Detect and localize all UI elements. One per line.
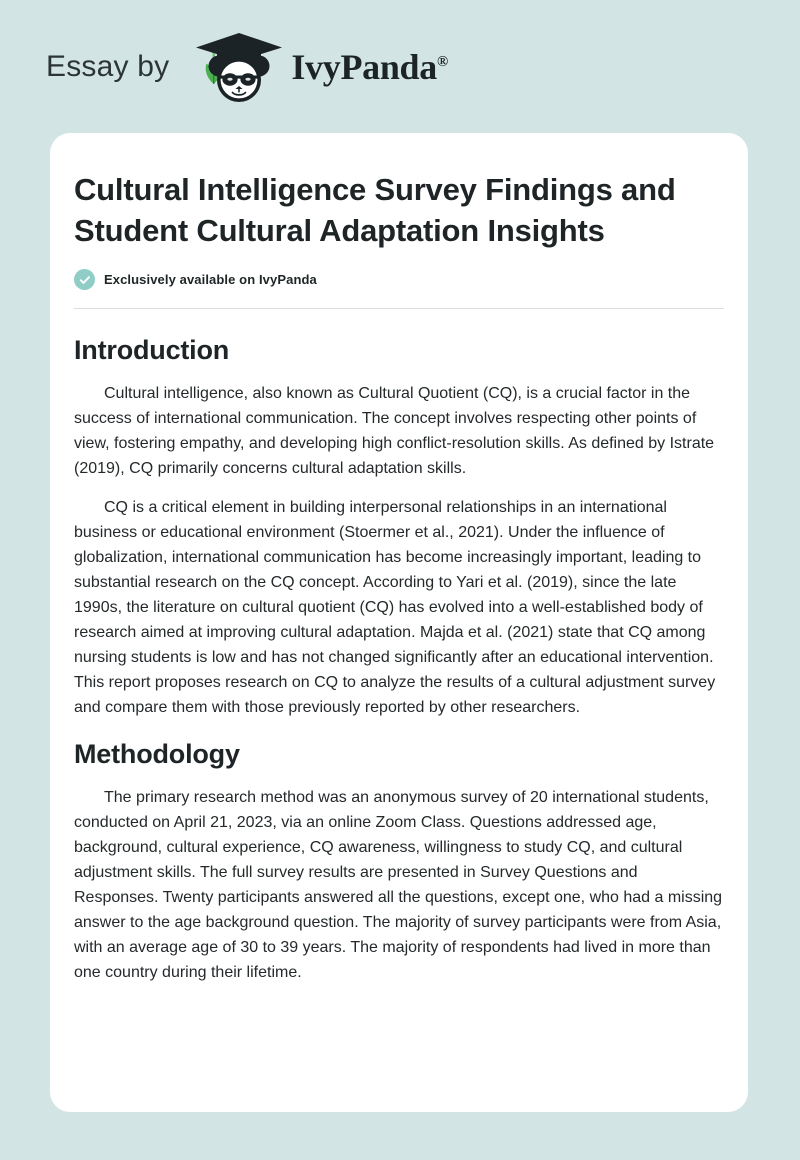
brand-header bbox=[0, 0, 800, 133]
exclusive-availability-label: Exclusively available on IvyPanda bbox=[104, 272, 317, 287]
section-heading-methodology: Methodology bbox=[74, 739, 240, 769]
paragraph: CQ is a critical element in building interpersonal relationships in an international business or educational environment (Stoermer et al., 2021). Under the influence of globalization, international communication has become increasingly important, leading to substantial research on the CQ concept. According to Yari et al. (2019), since the late 1990s, the literature on cultural quotient (CQ) has evolved into a well-established body of research aimed at improving cultural adaptation. Majda et al. (2021) state that CQ among nursing students is low and has not changed significantly after an educational intervention. This report proposes research on CQ to analyze the results of a cultural adjustment survey and compare them with those previously reported by other researchers. bbox=[74, 499, 716, 716]
registered-trademark-mark: ® bbox=[436, 53, 448, 70]
ivypanda-wordmark bbox=[291, 46, 448, 88]
page-title: Cultural Intelligence Survey Findings and Student Cultural Adaptation Insights bbox=[74, 172, 676, 248]
wordmark-text: IvyPanda bbox=[291, 46, 437, 87]
paragraph: Cultural intelligence, also known as Cultural Quotient (CQ), is a crucial factor in the success of international communication. The concept involves respecting other points of view, fostering empathy, and developing high conflict-resolution skills. As defined by Istrate (2019), CQ primarily concerns cultural adaptation skills. bbox=[74, 385, 715, 477]
essay-paper-card bbox=[50, 133, 748, 1112]
check-circle-icon bbox=[74, 269, 95, 290]
section-heading-introduction: Introduction bbox=[74, 335, 230, 365]
exclusive-availability-badge bbox=[74, 269, 724, 290]
ivypanda-logo-link[interactable] bbox=[191, 28, 448, 106]
paper-content bbox=[74, 133, 724, 985]
essay-by-label: Essay by bbox=[46, 49, 170, 83]
ivypanda-panda-graduate-logo bbox=[191, 28, 287, 106]
paragraph: The primary research method was an anonymous survey of 20 international students, conducted on April 21, 2023, via an online Zoom Class. Questions addressed age, background, cultural experience, CQ awareness, willingness to study CQ, and cultural adjustment skills. The full survey results are presented in Survey Questions and Responses. Twenty participants answered all the questions, except one, who had a missing answer to the age background question. The majority of survey participants were from Asia, with an average age of 30 to 39 years. The majority of respondents had lived in more than one country during their lifetime. bbox=[74, 789, 723, 981]
